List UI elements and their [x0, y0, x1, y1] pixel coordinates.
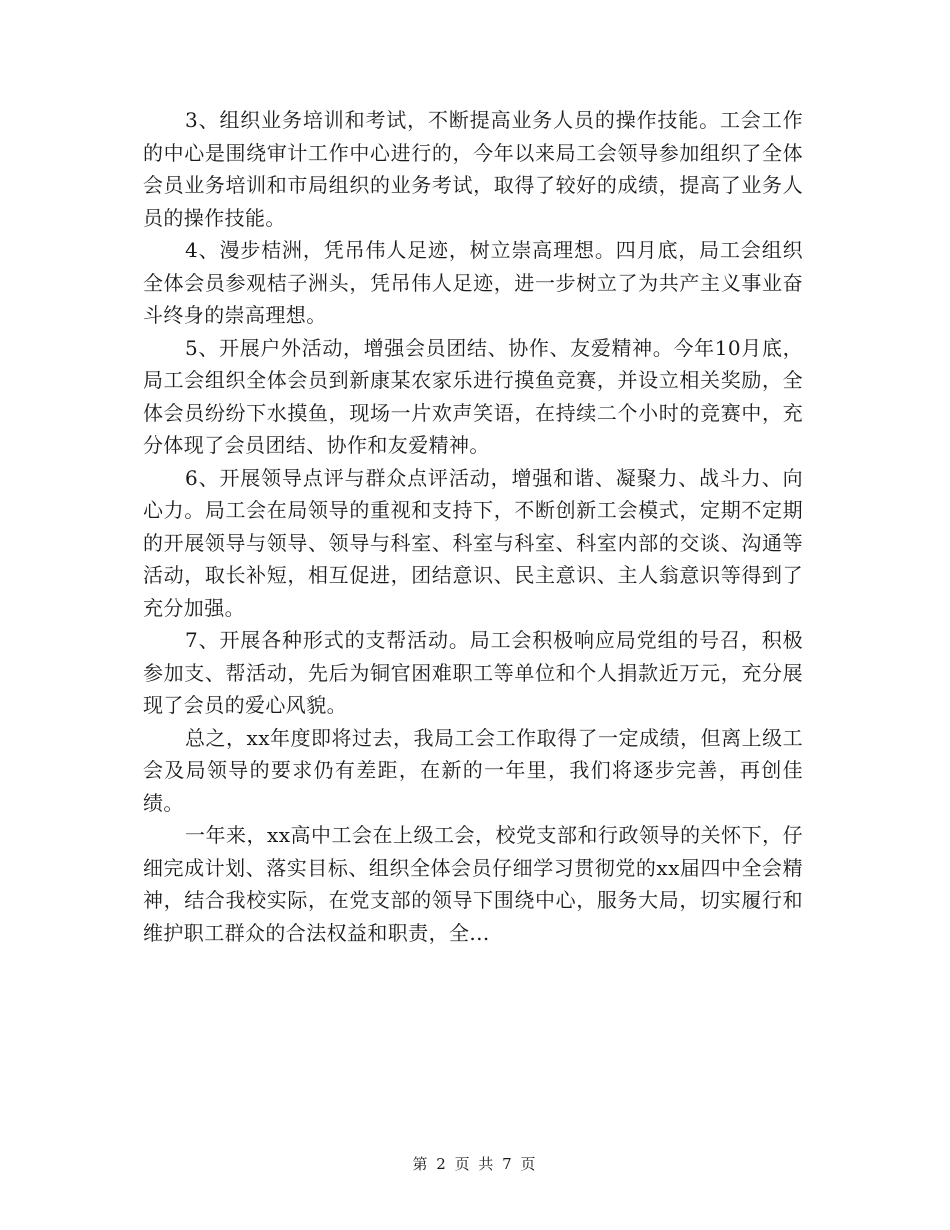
paragraph-summary: 总之，xx年度即将过去，我局工会工作取得了一定成绩，但离上级工会及局领导的要求仍有差距，在新的一年里，我们将逐步完善，再创佳绩。	[143, 725, 803, 815]
paragraph-item-4: 4、漫步桔洲，凭吊伟人足迹，树立崇高理想。四月底，局工会组织全体会员参观桔子洲头，凭吊伟人足迹，进一步树立了为共产主义事业奋斗终身的崇高理想。	[143, 238, 803, 327]
paragraph-item-5: 5、开展户外活动，增强会员团结、协作、友爱精神。今年10月底，局工会组织全体会员到新康某农家乐进行摸鱼竞赛，并设立相关奖励，全体会员纷纷下水摸鱼，现场一片欢声笑语，在持续二个小时的竞赛中，充分体现了会员团结、协作和友爱精神。	[143, 335, 803, 457]
paragraph-school-union: 一年来，xx高中工会在上级工会，校党支部和行政领导的关怀下，仔细完成计划、落实目标、组织全体会员仔细学习贯彻党的xx届四中全会精神，结合我校实际，在党支部的领导下围绕中心，服务大局，切实履行和维护职工群众的合法权益和职责，全...	[143, 823, 803, 945]
document-body	[143, 104, 803, 949]
paragraph-item-6: 6、开展领导点评与群众点评活动，增强和谐、凝聚力、战斗力、向心力。局工会在局领导的重视和支持下，不断创新工会模式，定期不定期的开展领导与领导、领导与科室、科室与科室、科室内部的交谈、沟通等活动，取长补短，相互促进，团结意识、民主意识、主人翁意识等得到了充分加强。	[143, 465, 803, 620]
paragraph-item-7: 7、开展各种形式的支帮活动。局工会积极响应局党组的号召，积极参加支、帮活动，先后为铜官困难职工等单位和个人捐款近万元，充分展现了会员的爱心风貌。	[143, 628, 803, 717]
paragraph-item-3: 3、组织业务培训和考试，不断提高业务人员的操作技能。工会工作的中心是围绕审计工作中心进行的，今年以来局工会领导参加组织了全体会员业务培训和市局组织的业务考试，取得了较好的成绩，提高了业务人员的操作技能。	[143, 108, 803, 230]
page-number-footer: 第 2 页 共 7 页	[412, 1155, 538, 1173]
